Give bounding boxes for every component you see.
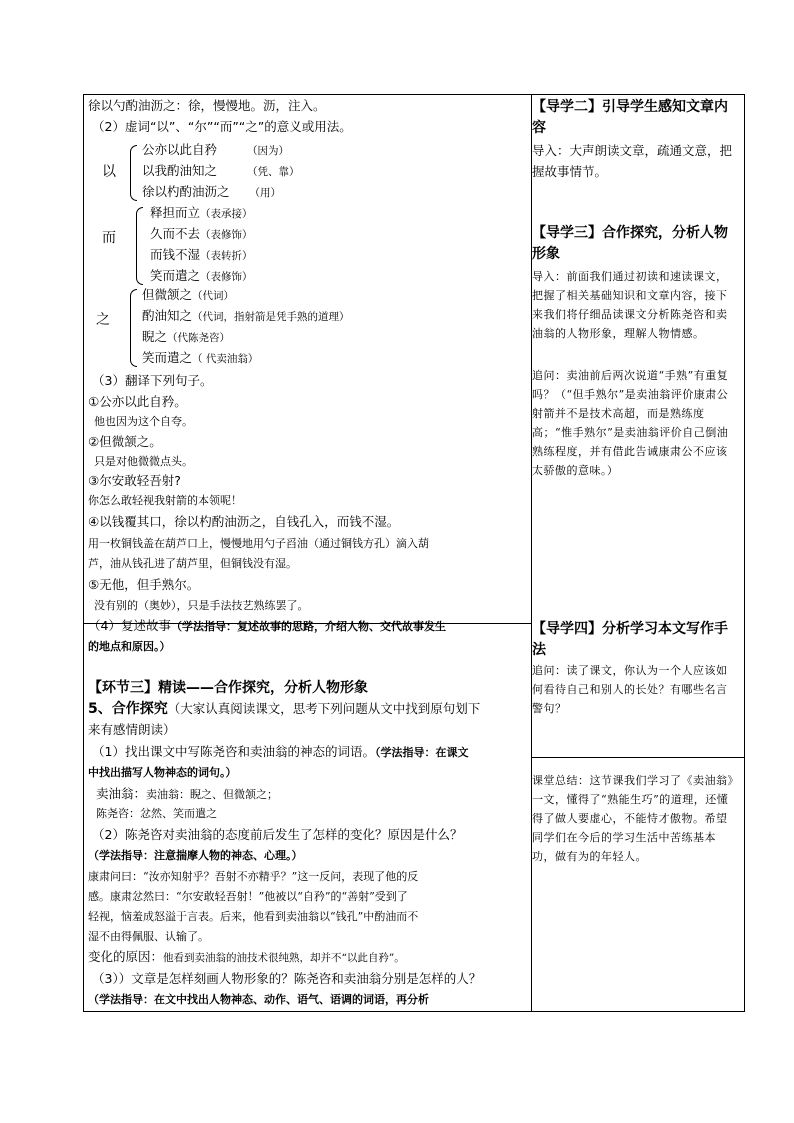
yi-brace [130, 145, 137, 201]
translate-question: （3）翻译下列句子。 [92, 373, 213, 388]
question-2-guide: （学法指导：注意揣摩人物的神态、心理。） [88, 849, 303, 862]
cooperative-inquiry-cont: 来有感情朗读） [88, 722, 176, 737]
question-2-answer-2: 感。康肃忿然曰：“尔安敢轻吾射！”他被以“自矜”的“善射”受到了 [88, 890, 408, 903]
question-3-guide: （学法指导：在文中找出人物神态、动作、语气、语调的词语，再分析 [88, 993, 429, 1006]
translate-answer-2: 只是对他微微点头。 [94, 455, 193, 468]
translate-item-5: ⑤无他，但手熟尔。 [88, 577, 200, 592]
lesson-plan-table [83, 94, 745, 1012]
section-three-heading: 【环节三】精读——合作探究，分析人物形象 [88, 680, 368, 696]
er-group-label: 而 [102, 230, 116, 246]
question-2-answer-4: 湿不由得佩服、认输了。 [88, 930, 209, 943]
guide-two-intro: 导入：大声朗读文章，疏通文意，把握故事情节。 [532, 143, 733, 179]
class-summary: 课堂总结：这节课我们学习了《卖油翁》一文，懂得了“熟能生巧”的道理，还懂得了做人要虚心，不能恃才傲物。希望同学们在今后的学习生活中苦练基本功，做有为的年轻人。 [532, 774, 734, 863]
yi-group-label: 以 [102, 164, 116, 180]
translate-item-4: ④以钱覆其口，徐以杓酌油沥之，自钱孔入，而钱不湿。 [88, 514, 400, 529]
question-2: （2）陈尧咨对卖油翁的态度前后发生了怎样的变化？原因是什么？ [92, 827, 463, 842]
zhi-example-1: 但微颔之（代词） [142, 287, 235, 302]
translate-item-2: ②但微颔之。 [88, 434, 162, 449]
annotation-line: 徐以勺酌油沥之：徐，慢慢地。沥，注入。 [88, 98, 326, 113]
er-brace [136, 207, 143, 285]
retell-row-divider [84, 623, 532, 624]
guide-four-heading: 【导学四】分析学习本文写作手法 [532, 621, 728, 658]
guide-four-row-divider [532, 757, 744, 758]
question-1-answer-b: 陈尧咨：忿然、笑而遣之 [96, 807, 217, 820]
zhi-example-3: 睨之（代陈尧咨） [142, 329, 231, 344]
translate-answer-5: 没有别的（奥妙），只是手法技艺熟练罢了。 [94, 599, 309, 612]
translate-answer-1: 他也因为这个自夸。 [94, 415, 193, 428]
retell-question: （4）复述故事（学法指导：复述故事的思路，介绍人物、交代故事发生 [88, 618, 446, 633]
student-content-column [84, 95, 532, 1011]
guide-three-intro: 导入：前面我们通过初读和速读课文，把握了相关基础知识和文章内容，接下来我们将仔细品读课文分析陈尧咨和卖油翁的人物形象，理解人物情感。 [532, 270, 728, 340]
guide-two-heading: 【导学二】引导学生感知文章内容 [532, 99, 728, 136]
er-example-1: 释担而立（表承接） [150, 205, 253, 220]
question-3: （3））文章是怎样刻画人物形象的？陈尧咨和卖油翁分别是怎样的人？ [92, 971, 482, 986]
guide-four-followup: 追问：读了课文，你认为一个人应该如何看待自己和别人的长处？有哪些名言警句？ [532, 664, 728, 715]
translate-answer-3: 你怎么敢轻视我射箭的本领呢！ [88, 494, 242, 507]
translate-item-3: ③尔安敢轻吾射? [88, 473, 181, 488]
translate-item-1: ①公亦以此自矜。 [88, 394, 187, 409]
zhi-example-4: 笑而遣之（ 代卖油翁） [142, 350, 259, 365]
question-1-answer-a: 卖油翁：卖油翁：睨之、但微颔之； [96, 786, 279, 801]
er-example-3: 而钱不湿（表转折） [150, 247, 253, 262]
teacher-guide-column [532, 95, 744, 1011]
guide-three-heading: 【导学三】合作探究，分析人物形象 [532, 225, 728, 262]
yi-example-2: 以我酌油知之 （凭、靠） [142, 163, 300, 178]
question-2-reason: 变化的原因：他看到卖油翁的油技术很纯熟，却并不“以此自矜”。 [88, 949, 405, 964]
yi-example-1: 公亦以此自矜 （因为） [142, 142, 290, 157]
retell-guide-cont: 的地点和原因。） [88, 640, 171, 653]
zhi-example-2: 酌油知之（代词，指射箭是凭手熟的道理） [142, 308, 350, 323]
question-2-answer-3: 轻视，恼羞成怒溢于言表。后来，他看到卖油翁以“钱孔”中酌油而不 [88, 910, 419, 923]
zhi-brace [130, 289, 137, 367]
er-example-4: 笑而遣之（表修饰） [150, 268, 253, 283]
function-words-question: （2）虚词“以”、“尔”“而”“之”的意义或用法。 [92, 119, 352, 134]
question-2-answer-1: 康肃问曰：“汝亦知射乎？吾射不亦精乎？”这一反问，表现了他的反 [88, 870, 419, 883]
yi-example-3: 徐以杓酌油沥之 （用） [142, 184, 282, 199]
translate-answer-4-line2: 芦，油从钱孔进了葫芦里，但铜钱没有湿。 [88, 557, 297, 570]
guide-three-followup: 追问：卖油前后两次说道“手熟”有重复吗？（“但手熟尔”是卖油翁评价康肃公射箭并不是技术高超，而是熟练度高；“惟手熟尔”是卖油翁评价自己倒油熟练程度，并有借此告诫康肃公不应该太骄傲的意味。） [532, 369, 729, 477]
cooperative-inquiry-title: 5、合作探究（大家认真阅读课文，思考下列问题从文中找到原句划下 [88, 701, 481, 717]
question-1-guide: 中找出描写人物神态的词句。） [88, 766, 237, 779]
question-1: （1）找出课文中写陈尧咨和卖油翁的神态的词语。（学法指导：在课文 [92, 744, 469, 759]
translate-answer-4-line1: 用一枚铜钱盖在葫芦口上，慢慢地用勺子舀油（通过铜钱方孔）滴入葫 [88, 537, 429, 550]
er-example-2: 久而不去（表修饰） [150, 226, 253, 241]
zhi-group-label: 之 [96, 312, 110, 328]
